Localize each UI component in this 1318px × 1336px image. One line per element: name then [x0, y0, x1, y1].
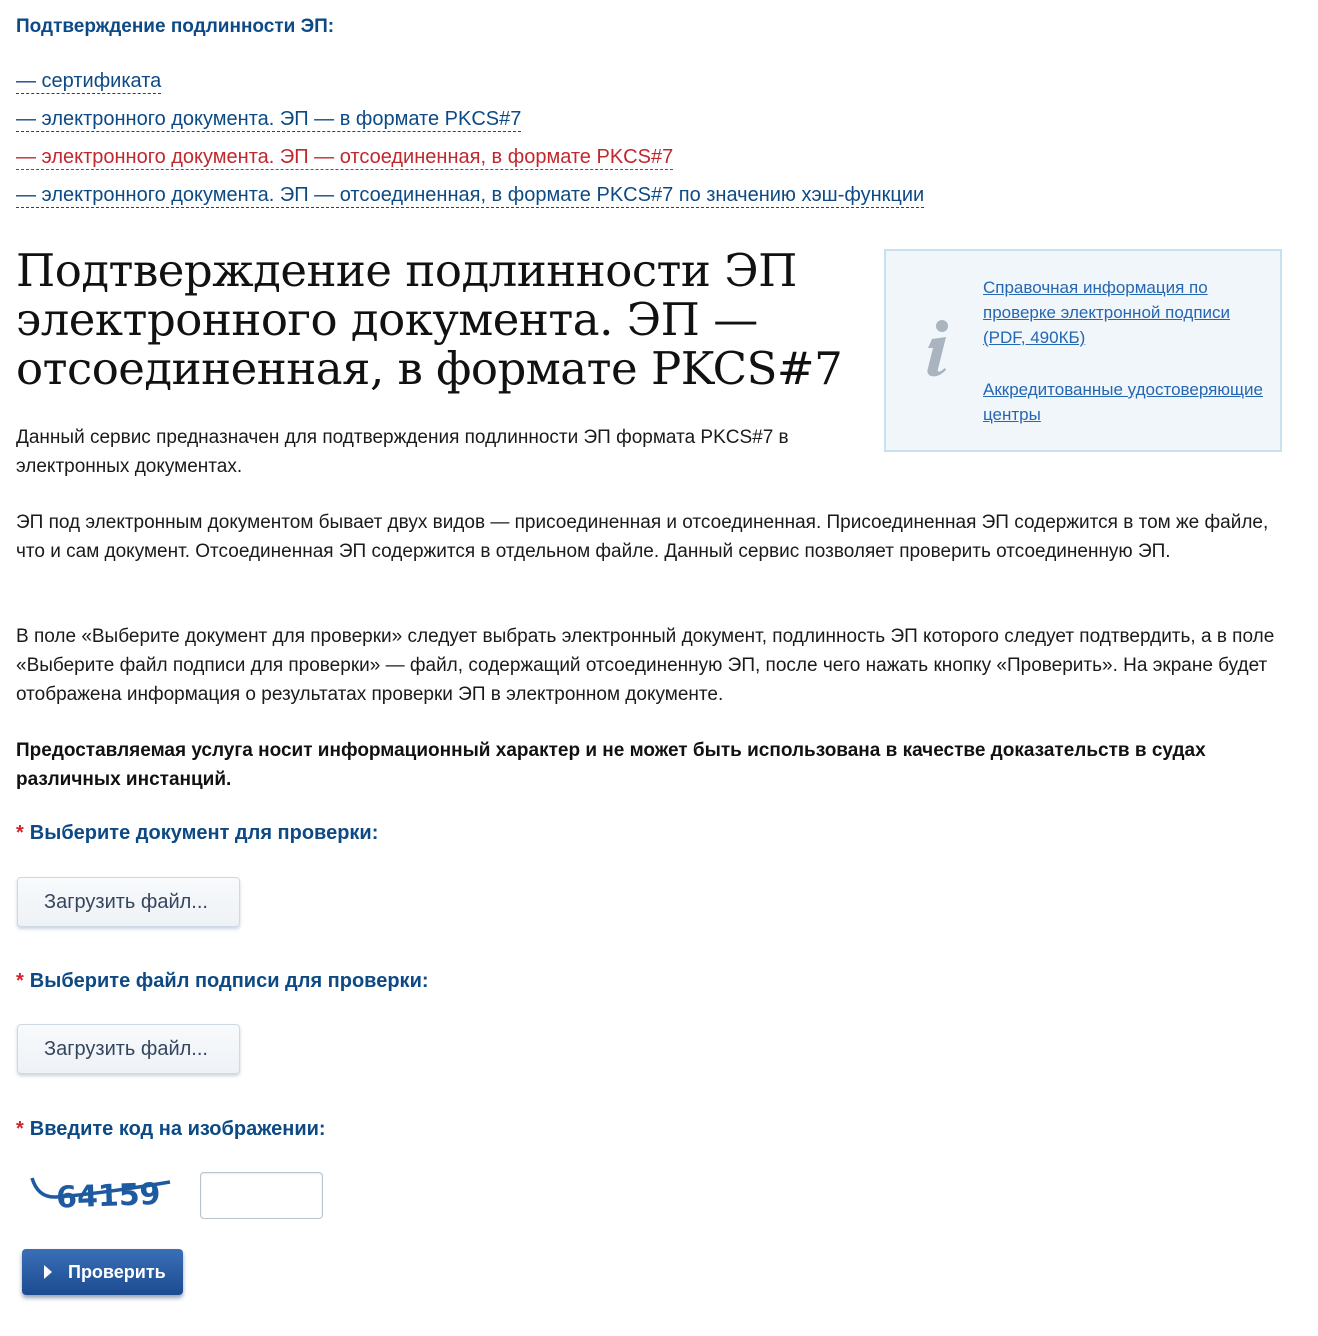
- nav-item: [16, 70, 924, 108]
- legal-notice: Предоставляемая услуга носит информационный характер и не может быть использована в качестве доказательств в судах различных инстанций.: [16, 740, 1206, 790]
- intro-text: Данный сервис предназначен для подтверждения подлинности ЭП формата PKCS#7 в электронных документах.: [16, 427, 789, 477]
- verification-nav: [16, 70, 924, 222]
- nav-link-pkcs7-detached-hash[interactable]: — электронного документа. ЭП — отсоединенная, в формате PKCS#7 по значению хэш-функции: [16, 184, 925, 206]
- required-marker: *: [16, 1118, 24, 1140]
- nav-item: [16, 146, 924, 184]
- help-pdf-link[interactable]: Справочная информация по проверке электронной подписи (PDF, 490КБ): [983, 278, 1231, 347]
- required-marker: *: [16, 822, 24, 844]
- nav-link-certificate[interactable]: — сертификата: [16, 70, 162, 92]
- upload-document-button[interactable]: Загрузить файл...: [17, 877, 240, 927]
- signature-label-text: Выберите файл подписи для проверки:: [29, 970, 429, 992]
- nav-item: [16, 184, 924, 222]
- captcha-image: [28, 1168, 174, 1218]
- captcha-input[interactable]: [200, 1172, 323, 1219]
- page-title: Подтверждение подлинности ЭП электронного документа. ЭП — отсоединенная, в формате PKCS#7: [16, 244, 843, 395]
- accredited-centers-link[interactable]: Аккредитованные удостоверяющие центры: [983, 380, 1263, 424]
- nav-item: [16, 108, 924, 146]
- captcha-label-text: Введите код на изображении:: [29, 1118, 326, 1140]
- nav-link-pkcs7-detached[interactable]: — электронного документа. ЭП — отсоединенная, в формате PKCS#7: [16, 146, 674, 168]
- play-arrow-icon: [44, 1265, 52, 1279]
- nav-link-pkcs7[interactable]: — электронного документа. ЭП — в формате PKCS#7: [16, 108, 522, 130]
- description-text: ЭП под электронным документом бывает двух видов — присоединенная и отсоединенная. Присоединенная ЭП содержится в том же файле, что и сам документ. Отсоединенная ЭП содержится в отдельном файле. Данный сервис позволяет проверить отсоединенную ЭП.: [16, 512, 1269, 562]
- info-icon: [920, 319, 954, 379]
- signature-field-label: [16, 970, 429, 993]
- info-links: [983, 275, 1263, 427]
- required-marker: *: [16, 970, 24, 992]
- captcha-code: 64159: [55, 1176, 162, 1216]
- submit-label: Проверить: [68, 1261, 166, 1282]
- captcha-field-label: [16, 1118, 326, 1141]
- submit-check-button[interactable]: [22, 1249, 183, 1295]
- document-label-text: Выберите документ для проверки:: [29, 822, 379, 844]
- upload-signature-button[interactable]: Загрузить файл...: [17, 1024, 240, 1074]
- instructions-text: В поле «Выберите документ для проверки» следует выбрать электронный документ, подлинность ЭП которого следует подтвердить, а в поле «Выберите файл подписи для проверки» — файл, содержащий отсоединенную ЭП, после чего нажать кнопку «Проверить». На экране будет отображена информация о результатах проверки ЭП в электронном документе.: [16, 626, 1275, 705]
- info-box: [884, 249, 1282, 452]
- nav-title: Подтверждение подлинности ЭП:: [16, 16, 335, 37]
- document-field-label: [16, 822, 378, 845]
